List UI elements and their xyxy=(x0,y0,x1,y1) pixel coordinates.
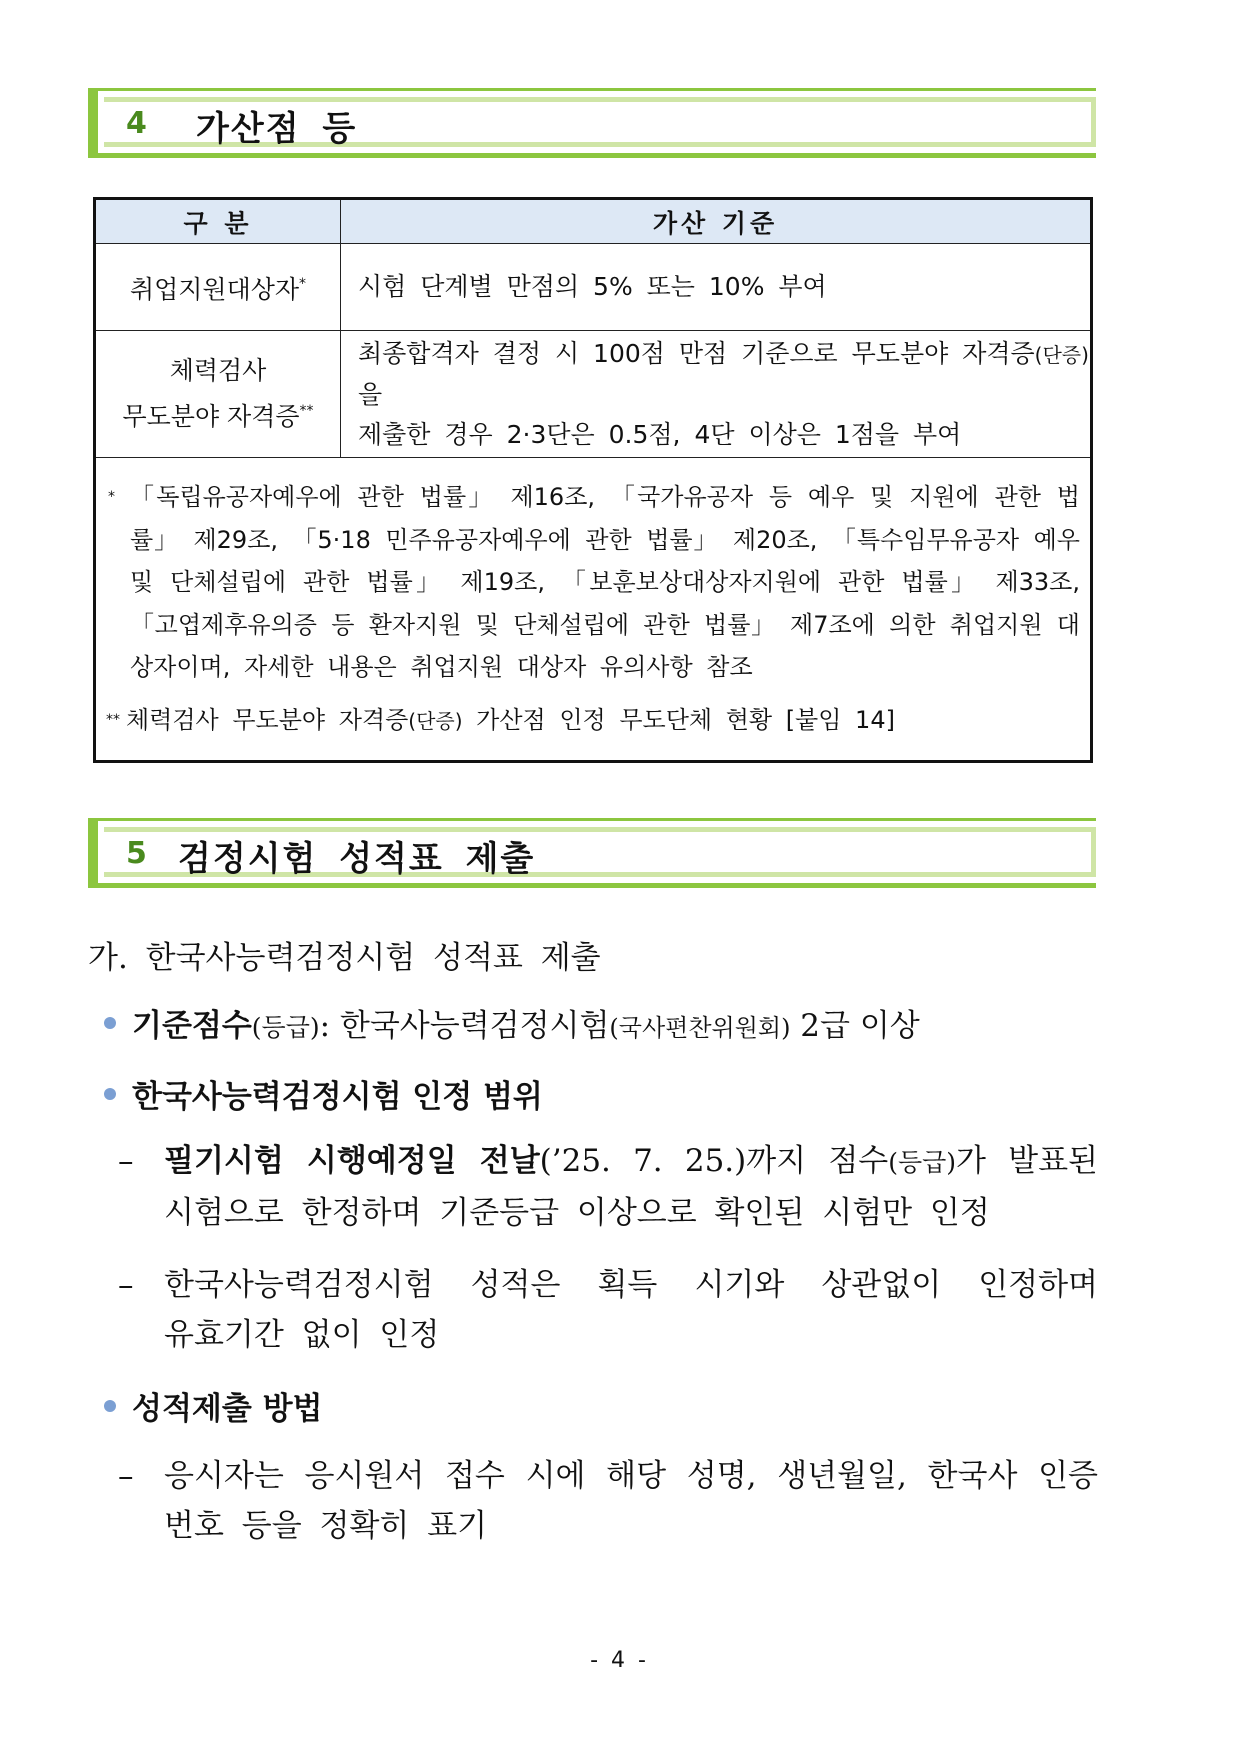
bullet-icon xyxy=(104,1400,116,1412)
section-5-header xyxy=(88,818,1096,888)
header-category: 구 분 xyxy=(95,199,341,244)
bullet-icon xyxy=(104,1017,116,1029)
table-row xyxy=(95,244,1092,331)
row-category: 체력검사 무도분야 자격증** xyxy=(95,331,341,458)
page-number: - 4 - xyxy=(590,1648,649,1673)
bullet-icon xyxy=(104,1088,116,1100)
dash-item-exam-date: – 필기시험 시행예정일 전날(’25. 7. 25.)까지 점수(등급)가 발표된 시험으로 한정하며 기준등급 이상으로 확인된 시험만 인정 xyxy=(118,1136,1098,1238)
note-1: 「독립유공자예우에 관한 법률」 제16조, 「국가유공자 등 예우 및 지원에 관한 법률」 제29조, 「5·18 민주유공자예우에 관한 법률」 제20조, 「특수임무유공자 예우 및 단체설립에 관한 법률」 제19조, 「보훈보상대상자지원에 관한 법률」 제33조, 「고엽제후유의증 등 환자지원 및 단체설립에 관한 법률」 제7조에 의한 취업지원 대상자이며, 자세한 내용은 취업지원 대상자 유의사항 참조 xyxy=(130,483,1080,681)
bullet-submission-method: 성적제출 방법 xyxy=(104,1383,322,1428)
row-criteria: 최종합격자 결정 시 100점 만점 기준으로 무도분야 자격증(단증)을 제출한 경우 2·3단은 0.5점, 4단 이상은 1점을 부여 xyxy=(341,331,1092,458)
table-notes xyxy=(95,458,1092,762)
subheading-a: 가. 한국사능력검정시험 성적표 제출 xyxy=(88,940,601,976)
row-criteria: 시험 단계별 만점의 5% 또는 10% 부여 xyxy=(341,244,1092,331)
section-number: 5 xyxy=(126,836,147,871)
table-header-row xyxy=(95,199,1092,244)
table-row xyxy=(95,331,1092,458)
row-category: 취업지원대상자* xyxy=(95,244,341,331)
section-number: 4 xyxy=(126,106,147,141)
bullet-standard-score: 기준점수(등급): 한국사능력검정시험(국사편찬위원회) 2급 이상 xyxy=(104,1000,920,1045)
dash-icon: – xyxy=(118,1143,134,1179)
bullet-recognition-scope: 한국사능력검정시험 인정 범위 xyxy=(104,1071,543,1116)
header-criteria: 가산 기준 xyxy=(341,199,1092,244)
dash-item-application: – 응시자는 응시원서 접수 시에 해당 성명, 생년월일, 한국사 인증 번호 등을 정확히 표기 xyxy=(118,1451,1098,1551)
section-4-header xyxy=(88,88,1096,158)
table-notes-row xyxy=(95,458,1092,762)
note-2: ** 체력검사 무도분야 자격증(단증) 가산점 인정 무도단체 현황 [붙임 14] xyxy=(106,705,895,734)
bonus-points-table xyxy=(93,197,1093,763)
dash-icon: – xyxy=(118,1458,134,1494)
dash-icon: – xyxy=(118,1267,134,1303)
dash-item-validity: – 한국사능력검정시험 성적은 획득 시기와 상관없이 인정하며 유효기간 없이 인정 xyxy=(118,1260,1098,1360)
section-title: 검정시험 성적표 제출 xyxy=(178,839,536,879)
note-marker: * xyxy=(108,489,115,505)
section-title: 가산점 등 xyxy=(196,109,358,149)
